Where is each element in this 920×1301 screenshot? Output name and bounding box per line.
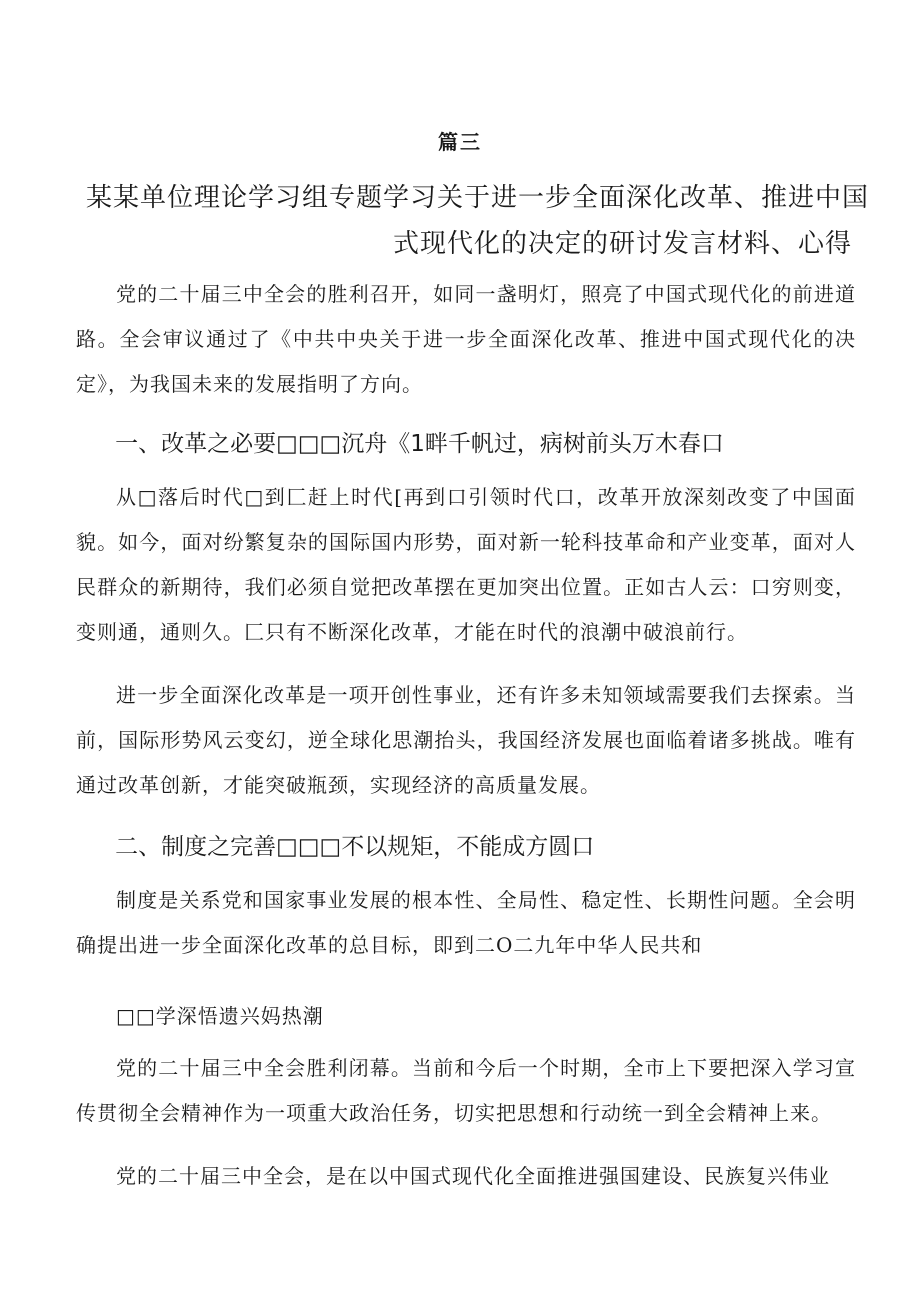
part-label: 篇三 <box>438 130 482 154</box>
section-2-heading: 二、制度之完善□□□不以规矩，不能成方圆口 <box>115 834 595 860</box>
section-1-heading: 一、改革之必要□□□沉舟《1畔千帆过，病树前头万木春口 <box>115 431 724 457</box>
intro-paragraph: 党的二十届三中全会的胜利召开，如同一盏明灯，照亮了中国式现代化的前进道路。全会审议通过了《中共中央关于进一步全面深化改革、推进中国式现代化的决定》，为我国未来的发展指明了方向。 <box>76 282 856 396</box>
title-line-2: 式现代化的决定的研讨发言材料、心得 <box>392 229 852 259</box>
title-line-1: 某某单位理论学习组专题学习关于进一步全面深化改革、推进中国 <box>86 183 870 213</box>
document-title <box>80 175 870 267</box>
section-1-paragraph-1: 从□落后时代□到匚赶上时代[再到口引领时代口，改革开放深刻改变了中国面貌。如今，面对纷繁复杂的国际国内形势，面对新一轮科技革命和产业变革，面对人民群众的新期待，我们必须自觉把改革摆在更加突出位置。正如古人云：口穷则变，变则通，通则久。匚只有不断深化改革，才能在时代的浪潮中破浪前行。 <box>76 485 856 644</box>
section-3-paragraph-1: 党的二十届三中全会胜利闭幕。当前和今后一个时期，全市上下要把深入学习宣传贯彻全会精神作为一项重大政治任务，切实把思想和行动统一到全会精神上来。 <box>76 1056 856 1125</box>
section-3-paragraph-2: 党的二十届三中全会，是在以中国式现代化全面推进强国建设、民族复兴伟业 <box>116 1164 830 1188</box>
section-3-heading: □□学深悟遗兴妈热潮 <box>116 1004 324 1028</box>
document-body <box>76 272 856 1199</box>
section-1-paragraph-2: 进一步全面深化改革是一项开创性事业，还有许多未知领域需要我们去探索。当前，国际形势风云变幻，逆全球化思潮抬头，我国经济发展也面临着诸多挑战。唯有通过改革创新，才能突破瓶颈，实现经济的高质量发展。 <box>76 683 856 797</box>
section-2-paragraph-1: 制度是关系党和国家事业发展的根本性、全局性、稳定性、长期性问题。全会明确提出进一步全面深化改革的总目标，即到二O二九年中华人民共和 <box>76 888 856 957</box>
